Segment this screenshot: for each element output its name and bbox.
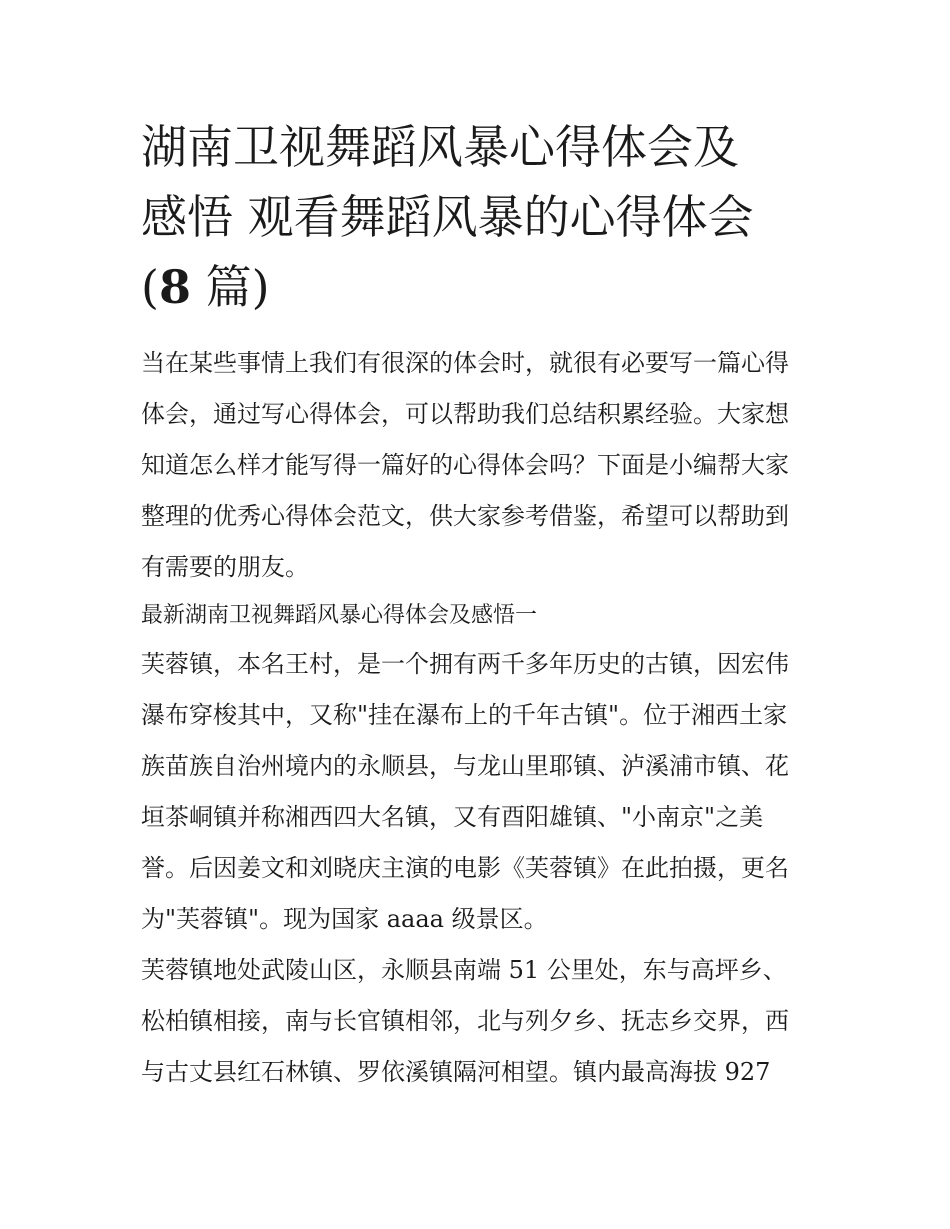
intro-line: 知道怎么样才能写得一篇好的心得体会吗？下面是小编帮大家 <box>141 451 789 479</box>
intro-line: 体会，通过写心得体会，可以帮助我们总结积累经验。大家想 <box>141 400 789 428</box>
title-line-1: 湖南卫视舞蹈风暴心得体会及 <box>141 120 739 174</box>
document-title <box>141 112 816 322</box>
document-page <box>141 112 816 1098</box>
paragraph-line: 瀑布穿梭其中，又称"挂在瀑布上的千年古镇"。位于湘西土家 <box>141 701 788 729</box>
body-paragraph-2 <box>141 945 816 1098</box>
paragraph-line: 芙蓉镇地处武陵山区，永顺县南端 51 公里处，东与高坪乡、 <box>141 956 787 984</box>
paragraph-line: 誉。后因姜文和刘晓庆主演的电影《芙蓉镇》在此拍摄，更名 <box>141 854 789 882</box>
title-suffix-rest: 篇) <box>190 260 270 314</box>
title-line-3 <box>141 252 816 322</box>
intro-paragraph <box>141 338 816 593</box>
section-heading: 最新湖南卫视舞蹈风暴心得体会及感悟一 <box>141 603 538 628</box>
paragraph-line: 芙蓉镇，本名王村，是一个拥有两千多年历史的古镇，因宏伟 <box>141 650 789 678</box>
intro-line: 有需要的朋友。 <box>141 553 309 581</box>
paragraph-line: 族苗族自治州境内的永顺县，与龙山里耶镇、泸溪浦市镇、花 <box>141 752 789 780</box>
paragraph-line: 为"芙蓉镇"。现为国家 aaaa 级景区。 <box>141 905 548 933</box>
document-body <box>141 338 816 1098</box>
body-paragraph-1 <box>141 639 816 945</box>
title-suffix-open: ( <box>141 260 159 314</box>
paragraph-line: 垣茶峒镇并称湘西四大名镇，又有酉阳雄镇、"小南京"之美 <box>141 803 764 831</box>
paragraph-line: 与古丈县红石林镇、罗依溪镇隔河相望。镇内最高海拔 927 <box>141 1058 771 1086</box>
intro-line: 当在某些事情上我们有很深的体会时，就很有必要写一篇心得 <box>141 349 789 377</box>
title-line-2: 感悟 观看舞蹈风暴的心得体会 <box>141 190 754 244</box>
title-suffix-number: 8 <box>158 260 191 314</box>
paragraph-line: 松柏镇相接，南与长官镇相邻，北与列夕乡、抚志乡交界，西 <box>141 1007 789 1035</box>
intro-line: 整理的优秀心得体会范文，供大家参考借鉴，希望可以帮助到 <box>141 502 789 530</box>
